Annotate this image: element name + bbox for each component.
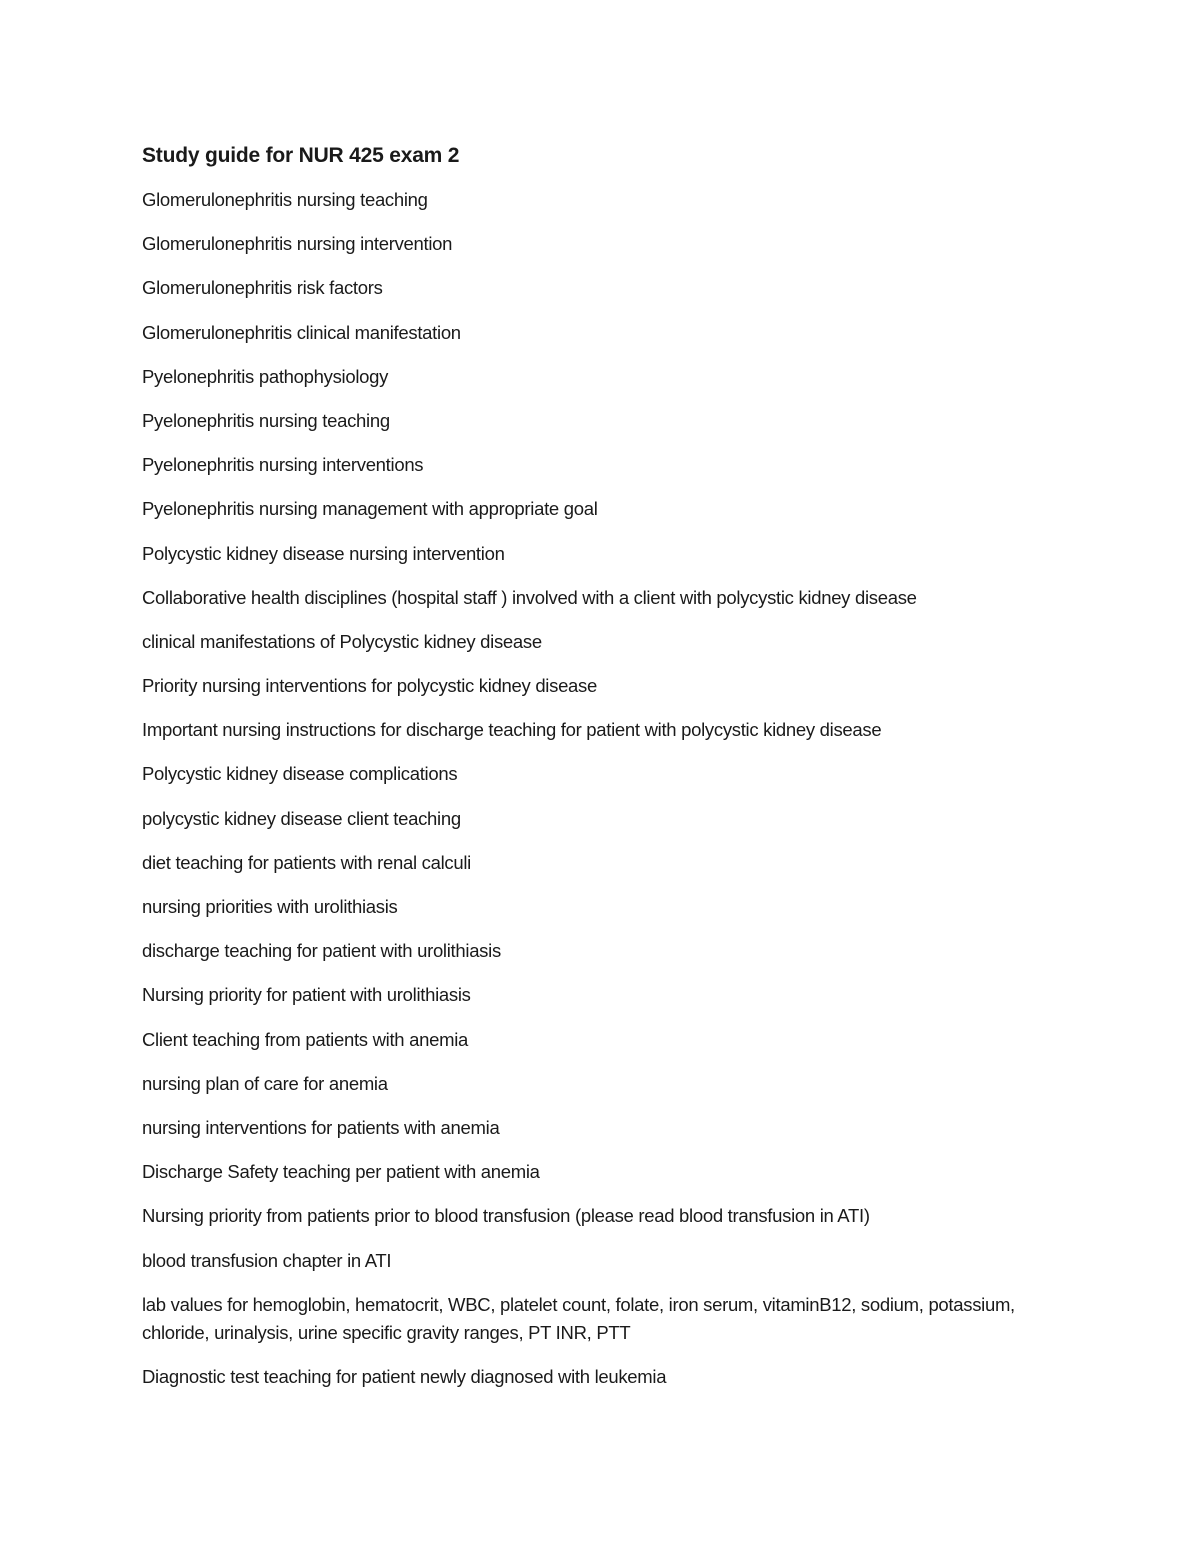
topic-item: clinical manifestations of Polycystic kidney disease [142, 630, 542, 652]
topic-item: Client teaching from patients with anemia [142, 1028, 469, 1050]
topic-item: Pyelonephritis nursing management with appropriate goal [142, 498, 598, 520]
topic-item: Glomerulonephritis nursing teaching [142, 189, 428, 210]
topic-item: Important nursing instructions for discharge teaching for patient with polycystic kidney disease [142, 719, 882, 741]
topic-item: Pyelonephritis nursing teaching [142, 409, 390, 431]
topic-item: polycystic kidney disease client teaching [142, 807, 461, 829]
topic-item: Priority nursing interventions for polycystic kidney disease [142, 675, 597, 697]
document-body [142, 140, 1042, 1407]
topic-item: diet teaching for patients with renal calculi [142, 851, 471, 873]
topic-item: nursing plan of care for anemia [142, 1072, 388, 1094]
topic-item: Nursing priority from patients prior to blood transfusion (please read blood transfusion in ATI) [142, 1205, 870, 1227]
topic-item: lab values for hemoglobin, hematocrit, WBC, platelet count, folate, iron serum, vitaminB12, sodium, potassium, chloride, urinalysis, urine specific gravity ranges, PT INR, PTT [142, 1293, 1015, 1343]
topic-item: Polycystic kidney disease nursing intervention [142, 542, 505, 564]
topic-item: Glomerulonephritis clinical manifestation [142, 321, 461, 343]
topic-item: Discharge Safety teaching per patient with anemia [142, 1161, 540, 1183]
topic-item: discharge teaching for patient with urolithiasis [142, 940, 501, 962]
topic-item: Pyelonephritis pathophysiology [142, 365, 389, 387]
topic-item: Pyelonephritis nursing interventions [142, 454, 424, 476]
document-title: Study guide for NUR 425 exam 2 [142, 144, 460, 167]
topic-item: nursing priorities with urolithiasis [142, 896, 398, 917]
topic-item: Collaborative health disciplines (hospital staff ) involved with a client with polycystic kidney disease [142, 586, 917, 608]
topic-item: blood transfusion chapter in ATI [142, 1249, 392, 1271]
topic-item: nursing interventions for patients with anemia [142, 1116, 500, 1138]
topic-item: Diagnostic test teaching for patient newly diagnosed with leukemia [142, 1365, 667, 1387]
topic-item: Nursing priority for patient with urolithiasis [142, 984, 471, 1006]
topic-list [142, 186, 1042, 1391]
topic-item: Glomerulonephritis nursing intervention [142, 233, 453, 255]
topic-item: Glomerulonephritis risk factors [142, 277, 383, 299]
topic-item: Polycystic kidney disease complications [142, 763, 458, 785]
